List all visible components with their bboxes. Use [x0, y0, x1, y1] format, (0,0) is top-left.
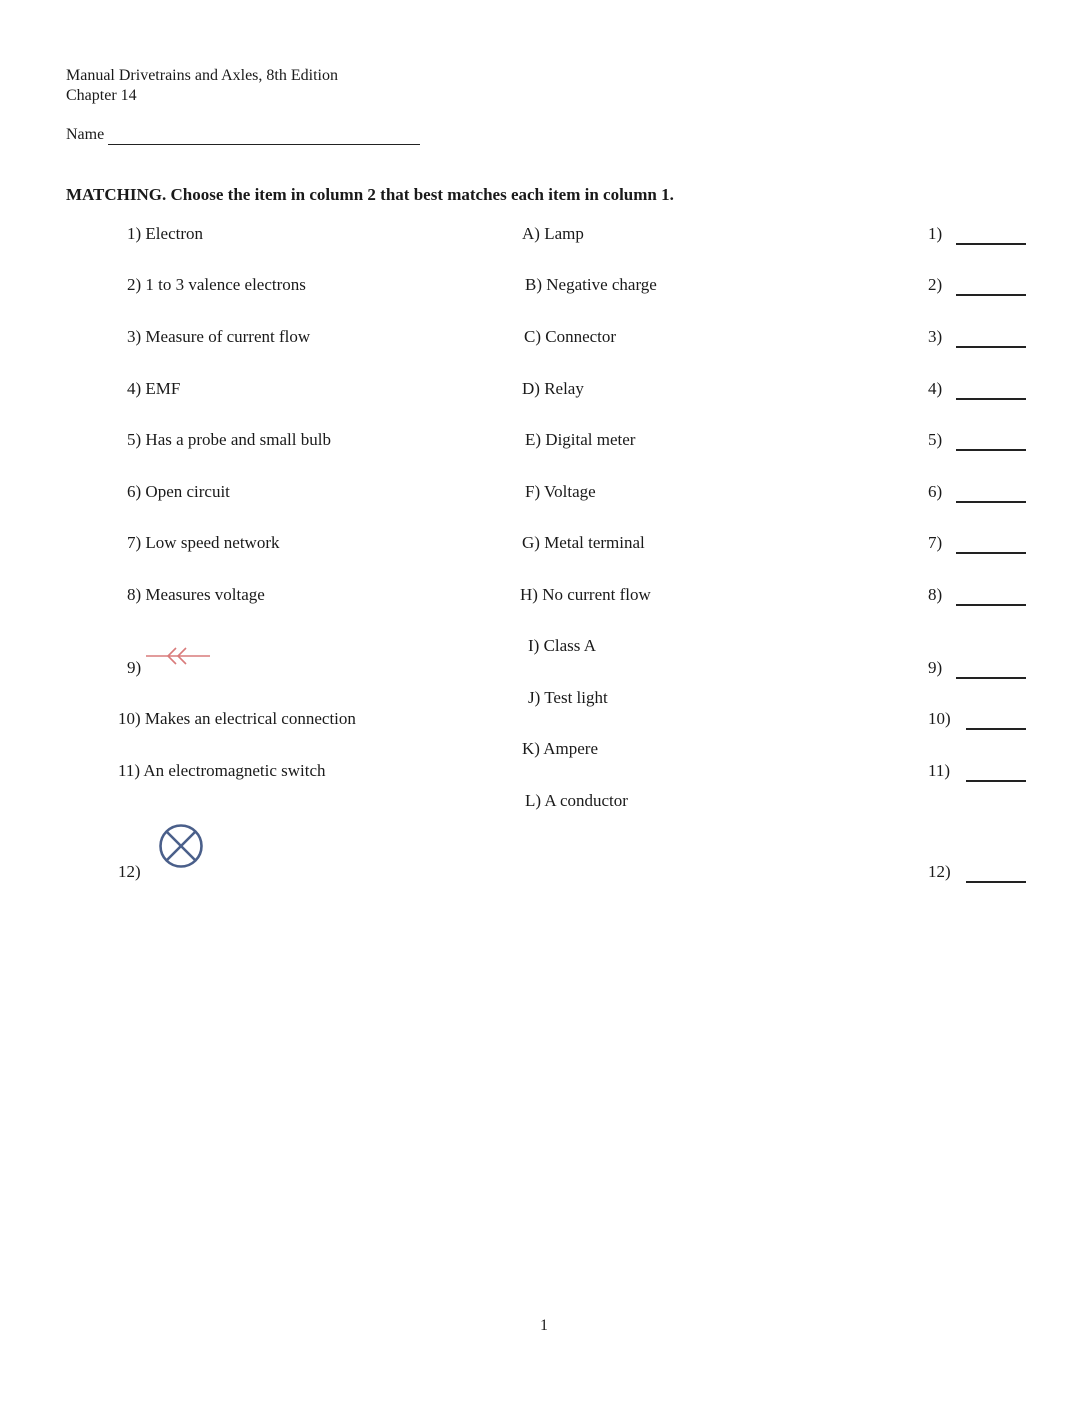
- option-h: H) No current flow: [520, 585, 651, 604]
- answer-8-blank[interactable]: [956, 604, 1026, 606]
- answer-7-blank[interactable]: [956, 552, 1026, 554]
- question-2: 2) 1 to 3 valence electrons: [127, 275, 306, 294]
- question-11: 11) An electromagnetic switch: [118, 761, 326, 780]
- answer-12-label: 12): [928, 862, 951, 881]
- answer-4-label: 4): [928, 379, 943, 398]
- answer-9-label: 9): [928, 658, 943, 677]
- question-1: 1) Electron: [127, 224, 203, 243]
- question-5: 5) Has a probe and small bulb: [127, 430, 331, 449]
- answer-5-label: 5): [928, 430, 943, 449]
- answer-12-blank[interactable]: [966, 881, 1026, 883]
- question-12: 12): [118, 862, 141, 881]
- option-l: L) A conductor: [525, 791, 628, 810]
- answer-7-label: 7): [928, 533, 943, 552]
- answer-11-label: 11): [928, 761, 951, 780]
- option-g: G) Metal terminal: [522, 533, 645, 552]
- question-3: 3) Measure of current flow: [127, 327, 311, 346]
- option-j: J) Test light: [528, 688, 608, 707]
- answer-11-blank[interactable]: [966, 780, 1026, 782]
- question-10: 10) Makes an electrical connection: [118, 709, 356, 728]
- matching-instructions: MATCHING. Choose the item in column 2 that best matches each item in column 1.: [66, 185, 674, 204]
- question-9: 9): [127, 658, 142, 677]
- answer-9-blank[interactable]: [956, 677, 1026, 679]
- answer-4-blank[interactable]: [956, 398, 1026, 400]
- question-4: 4) EMF: [127, 379, 181, 398]
- page-number: 1: [540, 1317, 548, 1334]
- option-b: B) Negative charge: [525, 275, 657, 294]
- answer-10-label: 10): [928, 709, 951, 728]
- option-f: F) Voltage: [525, 482, 596, 501]
- answer-6-label: 6): [928, 482, 943, 501]
- answer-1-label: 1): [928, 224, 943, 243]
- chapter-label: Chapter 14: [66, 87, 137, 104]
- answer-2-label: 2): [928, 275, 943, 294]
- answer-8-label: 8): [928, 585, 943, 604]
- answer-10-blank[interactable]: [966, 728, 1026, 730]
- option-c: C) Connector: [524, 327, 617, 346]
- question-8: 8) Measures voltage: [127, 585, 265, 604]
- connector-symbol-icon: [146, 646, 212, 666]
- option-a: A) Lamp: [522, 224, 584, 243]
- answer-6-blank[interactable]: [956, 501, 1026, 503]
- option-e: E) Digital meter: [525, 430, 636, 449]
- question-7: 7) Low speed network: [127, 533, 280, 552]
- lamp-symbol-icon: [158, 823, 204, 869]
- option-k: K) Ampere: [522, 739, 599, 758]
- document-title: Manual Drivetrains and Axles, 8th Edition: [66, 67, 338, 84]
- option-d: D) Relay: [522, 379, 584, 398]
- answer-3-label: 3): [928, 327, 943, 346]
- option-i: I) Class A: [528, 636, 596, 655]
- answer-5-blank[interactable]: [956, 449, 1026, 451]
- name-label: Name: [66, 126, 105, 143]
- question-6: 6) Open circuit: [127, 482, 230, 501]
- answer-1-blank[interactable]: [956, 243, 1026, 245]
- answer-2-blank[interactable]: [956, 294, 1026, 296]
- answer-3-blank[interactable]: [956, 346, 1026, 348]
- name-field[interactable]: [108, 144, 420, 145]
